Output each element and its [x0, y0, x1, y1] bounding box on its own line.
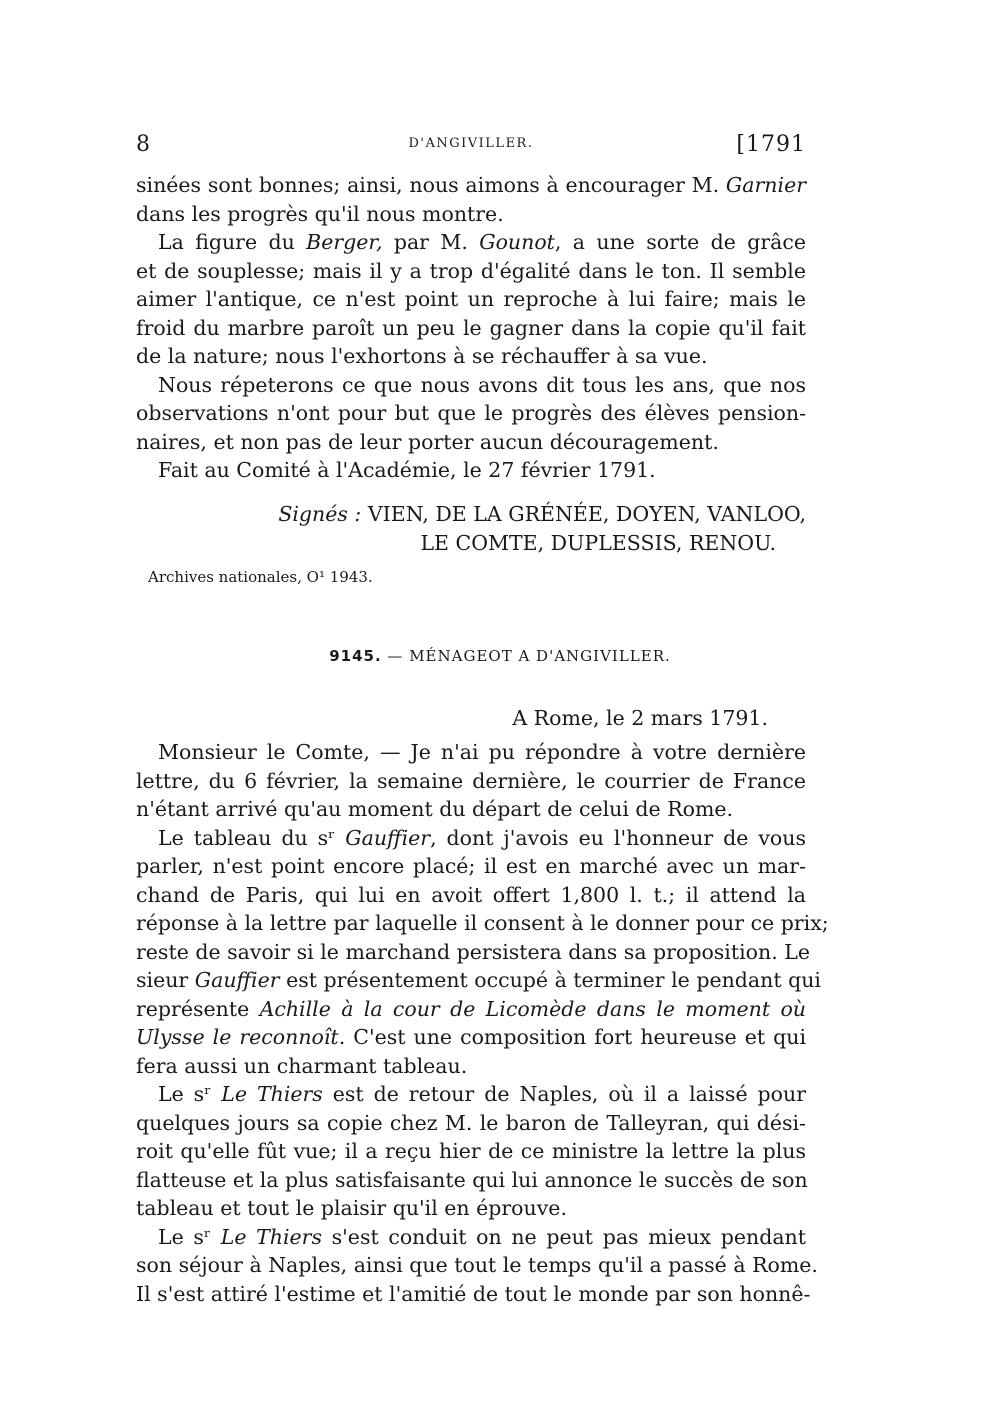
letter2-body: [136, 738, 829, 1308]
letter1-body: [136, 171, 806, 485]
text-line: lettre, du 6 février, la semaine dernière, le courrier de France: [136, 768, 806, 793]
text-line: quelques jours sa copie chez M. le baron de Talleyran, qui dési-: [136, 1110, 806, 1135]
text-line: tableau et tout le plaisir qu'il en éprouve.: [136, 1196, 567, 1220]
text-line: Monsieur le Comte, — Je n'ai pu répondre à votre dernière: [158, 740, 806, 764]
text-line: froid du marbre paroît un peu le gagner dans la copie qu'il fait: [136, 315, 806, 340]
text-line: dans les progrès qu'il nous montre.: [136, 201, 504, 226]
text-line: et de souplesse; mais il y a trop d'égalité dans le ton. Il semble: [136, 258, 806, 283]
text-line: aimer l'antique, ce n'est point un reproche à lui faire; mais le: [136, 287, 806, 311]
text-line: Fait au Comité à l'Académie, le 27 février 1791.: [158, 458, 656, 482]
text-line: sinées sont bonnes; ainsi, nous aimons à encourager M. Garnier: [136, 173, 806, 197]
text-line: n'étant arrivé qu'au moment du départ de celui de Rome.: [136, 797, 734, 821]
text-line: observations n'ont pour but que le progrès des élèves pension-: [136, 401, 806, 425]
text-line: La figure du Berger, par M. Gounot, a une sorte de grâce: [158, 230, 807, 254]
text-line: Nous répeterons ce que nous avons dit tous les ans, que nos: [158, 372, 806, 397]
text-line: Le sʳ Le Thiers est de retour de Naples, où il a laissé pour: [158, 1082, 806, 1106]
text-line: reste de savoir si le marchand persistera dans sa proposition. Le: [136, 939, 810, 964]
text-line: Le sʳ Le Thiers s'est conduit on ne peut pas mieux pendant: [158, 1224, 806, 1249]
entry-number: 9145.: [329, 647, 382, 665]
header-year: [1791: [736, 132, 806, 157]
signatures: [136, 500, 806, 557]
dateline: A Rome, le 2 mars 1791.: [512, 706, 768, 730]
archive-reference: Archives nationales, O¹ 1943.: [148, 568, 373, 586]
entry-heading: [0, 647, 1000, 665]
entry-title: — MÉNAGEOT A D'ANGIVILLER.: [381, 647, 671, 665]
text-line: son séjour à Naples, ainsi que tout le temps qu'il a passé à Rome.: [136, 1253, 818, 1277]
signature-line-1: Signés : VIEN, DE LA GRÉNÉE, DOYEN, VANLOO,: [278, 502, 806, 526]
text-line: de la nature; nous l'exhortons à se réchauffer à sa vue.: [136, 344, 708, 368]
text-line: parler, n'est point encore placé; il est en marché avec un mar-: [136, 854, 806, 878]
running-header: [136, 132, 806, 162]
text-line: roit qu'elle fût vue; il a reçu hier de ce ministre la lettre la plus: [136, 1139, 806, 1163]
text-line: naires, et non pas de leur porter aucun découragement.: [136, 429, 719, 454]
text-line: sieur Gauffier est présentement occupé à terminer le pendant qui: [136, 968, 821, 992]
text-line: Ulysse le reconnoît. C'est une composition fort heureuse et qui: [136, 1025, 806, 1049]
signature-line-2: LE COMTE, DUPLESSIS, RENOU.: [420, 530, 776, 555]
text-line: fera aussi un charmant tableau.: [136, 1053, 468, 1078]
text-line: chand de Paris, qui lui en avoit offert 1,800 l. t.; il attend la: [136, 882, 806, 907]
text-line: flatteuse et la plus satisfaisante qui lui annonce le succès de son: [136, 1167, 808, 1192]
text-line: Il s'est attiré l'estime et l'amitié de tout le monde par son honnê-: [136, 1281, 811, 1306]
text-line: réponse à la lettre par laquelle il consent à le donner pour ce prix;: [136, 911, 829, 935]
text-line: représente Achille à la cour de Licomède dans le moment où: [136, 996, 806, 1021]
running-title: D'ANGIVILLER.: [408, 136, 534, 151]
text-line: Le tableau du sʳ Gauffier, dont j'avois eu l'honneur de vous: [158, 825, 806, 850]
page-number: 8: [136, 132, 150, 157]
